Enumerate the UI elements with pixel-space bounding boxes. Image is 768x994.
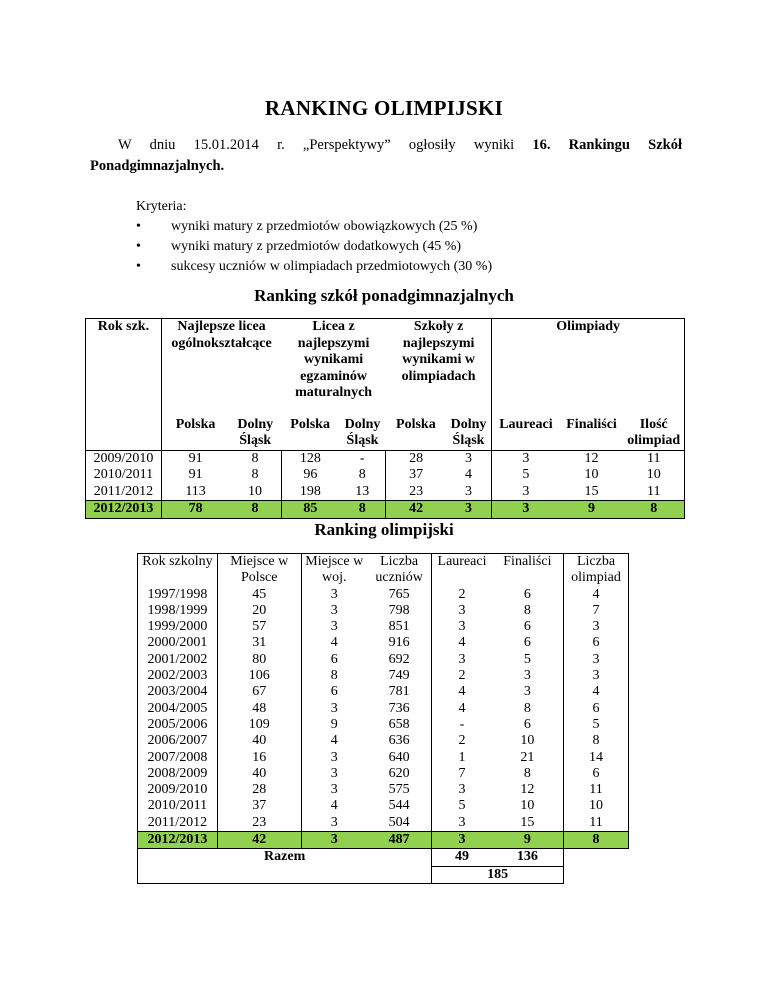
table1-cell: 3 (465, 483, 472, 499)
table2-cell: 57 (217, 619, 301, 635)
table1-cell: 3 (492, 484, 560, 501)
table1-cell: 11 (623, 450, 684, 467)
table2-cell: 2 (432, 733, 492, 749)
table2-cell: 12 (492, 782, 564, 798)
table2-cell: 6 (564, 635, 629, 651)
table2-cell: 14 (564, 750, 629, 766)
table2-cell: 6 (492, 587, 564, 603)
table2-cell: 916 (367, 635, 432, 651)
table2-cell: 106 (217, 668, 301, 684)
table1-cell: 96 (281, 467, 339, 484)
table1-cell: 113 (161, 484, 229, 501)
table2-cell: 31 (217, 635, 301, 651)
table1-cell: 2010/2011 (86, 467, 162, 484)
table2-cell: 1998/1999 (138, 603, 218, 619)
table1-cell: 28 (386, 450, 446, 467)
table1-cell: 3 (492, 450, 560, 467)
table2-cell: 2012/2013 (138, 832, 218, 849)
table1-cell: 78 (161, 501, 229, 519)
table2-row (138, 782, 629, 798)
subheader: Ilość olimpiad (623, 417, 684, 451)
table2-cell: 765 (367, 587, 432, 603)
table2-cell: - (432, 717, 492, 733)
table2-cell: 3 (432, 603, 492, 619)
table2-cell: 798 (367, 603, 432, 619)
table2-cell: 8 (564, 733, 629, 749)
table2-row (138, 798, 629, 814)
table1-cell: 198 (281, 484, 339, 501)
table2-cell: 2008/2009 (138, 766, 218, 782)
t2-header: Liczba uczniów (367, 554, 432, 587)
table2-cell: 692 (367, 652, 432, 668)
table2-cell: 20 (217, 603, 301, 619)
table2-cell: 1997/1998 (138, 587, 218, 603)
table2-row (138, 603, 629, 619)
table2-cell: 21 (492, 750, 564, 766)
table1-cell: 8 (339, 501, 386, 519)
table2-cell: 3 (301, 782, 367, 798)
table2-cell: 10 (564, 798, 629, 814)
table2-cell: 2011/2012 (138, 815, 218, 832)
table2-row (138, 766, 629, 782)
table2-row (138, 635, 629, 651)
table2-cell: 16 (217, 750, 301, 766)
table1-cell: 8 (251, 450, 259, 466)
intro-bold: 16. Rankingu Szkół Ponadgimnazjalnych. (90, 137, 682, 174)
table2-cell: 4 (432, 701, 492, 717)
table2-cell: 67 (217, 684, 301, 700)
table2-cell: 3 (301, 587, 367, 603)
table2-cell: 10 (492, 798, 564, 814)
table2-cell: 2001/2002 (138, 652, 218, 668)
table2-row (138, 587, 629, 603)
table2-row (138, 832, 629, 849)
intro-lead: W dniu 15.01.2014 r. „Perspektywy” ogłosiły wyniki (118, 137, 533, 153)
table2-cell: 3 (301, 815, 367, 832)
table2-cell: 6 (301, 684, 367, 700)
table2-cell: 9 (492, 832, 564, 849)
table2-cell: 2009/2010 (138, 782, 218, 798)
table1-cell: 9 (560, 501, 624, 519)
table2-cell: 736 (367, 701, 432, 717)
table1-cell: 13 (355, 483, 370, 499)
table1-cell: 8 (229, 501, 281, 519)
table2-cell: 3 (432, 782, 492, 798)
table2-cell: 620 (367, 766, 432, 782)
table1-cell: 85 (281, 501, 339, 519)
subheader: Dolny Śląsk (229, 417, 281, 451)
page-title: RANKING OLIMPIJSKI (264, 96, 504, 120)
table2-cell: 3 (564, 652, 629, 668)
grand-total: 185 (432, 866, 564, 883)
table2-cell: 2 (432, 668, 492, 684)
subheader: Finaliści (560, 417, 624, 451)
table2-cell: 6 (564, 701, 629, 717)
table2-cell: 781 (367, 684, 432, 700)
table1-cell: 8 (358, 467, 366, 482)
criteria-label: Kryteria: (136, 199, 187, 214)
table1-cell: 12 (584, 450, 599, 466)
table2-row (138, 717, 629, 733)
table2-cell: 636 (367, 733, 432, 749)
table1-cell: 10 (584, 467, 599, 482)
header-olympiads: Olimpiady (492, 319, 685, 417)
table2-row (138, 701, 629, 717)
table2-cell: 2010/2011 (138, 798, 218, 814)
t2-header: Liczba olimpiad (564, 554, 629, 587)
table2-cell: 575 (367, 782, 432, 798)
criteria-item: • wyniki matury z przedmiotów obowiązkowych (25 %) (136, 217, 492, 237)
table1-cell: 2009/2010 (86, 450, 162, 467)
t2-header: Miejsce w Polsce (217, 554, 301, 587)
table1-row (86, 450, 685, 467)
table2-cell: 1 (432, 750, 492, 766)
table1-row (86, 501, 685, 519)
table2-cell: 6 (301, 652, 367, 668)
table2-cell: 3 (301, 832, 367, 849)
table2-row (138, 733, 629, 749)
table2-cell: 4 (301, 798, 367, 814)
header-year: Rok szk. (86, 319, 162, 417)
table1-cell: 4 (465, 467, 472, 482)
table2-cell: 11 (564, 782, 629, 798)
table2-cell: 2007/2008 (138, 750, 218, 766)
table1-cell: 15 (584, 483, 599, 499)
table1-cell: 10 (623, 467, 684, 484)
table2-cell: 6 (492, 635, 564, 651)
ranking-schools-table (85, 318, 685, 519)
table2-row (138, 668, 629, 684)
table2-cell: 45 (217, 587, 301, 603)
table2-cell: 8 (301, 668, 367, 684)
table1-cell: 11 (623, 484, 684, 501)
table2-cell: 4 (301, 635, 367, 651)
table1-cell: 128 (281, 450, 339, 467)
table2-cell: 3 (432, 619, 492, 635)
criteria-list (136, 217, 492, 277)
table2-cell: 3 (301, 701, 367, 717)
subheader: Polska (161, 417, 229, 451)
table2-cell: 42 (217, 832, 301, 849)
table2-cell: 40 (217, 766, 301, 782)
table1-cell: 23 (386, 484, 446, 501)
table2-row (138, 750, 629, 766)
table2-row (138, 652, 629, 668)
table2-cell: 7 (432, 766, 492, 782)
table2-cell: 851 (367, 619, 432, 635)
table1-cell: 2011/2012 (86, 484, 162, 501)
subheader: Polska (386, 417, 446, 451)
table2-cell: 10 (492, 733, 564, 749)
table2-cell: 37 (217, 798, 301, 814)
table2-cell: 504 (367, 815, 432, 832)
table2-row (138, 684, 629, 700)
table1-heading: Ranking szkół ponadgimnazjalnych (254, 286, 514, 305)
t2-header: Rok szkolny (138, 554, 218, 587)
table2-cell: 5 (564, 717, 629, 733)
table1-cell: 8 (623, 501, 684, 519)
table2-cell: 80 (217, 652, 301, 668)
table2-cell: 2003/2004 (138, 684, 218, 700)
table2-cell: 6 (492, 717, 564, 733)
table2-cell: 11 (564, 815, 629, 832)
table2-cell: 4 (301, 733, 367, 749)
table2-cell: 2004/2005 (138, 701, 218, 717)
total-finalisci: 136 (492, 849, 564, 866)
criteria-item: • wyniki matury z przedmiotów dodatkowych (45 %) (136, 237, 492, 257)
table1-cell: 8 (251, 467, 259, 482)
total-label: Razem (138, 849, 432, 866)
t2-header: Miejsce w woj. (301, 554, 367, 587)
table2-cell: 4 (564, 587, 629, 603)
table2-cell: 3 (492, 684, 564, 700)
table2-row (138, 619, 629, 635)
table2-cell: 2002/2003 (138, 668, 218, 684)
table2-cell: 7 (564, 603, 629, 619)
table2-cell: 8 (492, 603, 564, 619)
table1-cell: 5 (492, 467, 560, 484)
table2-cell: 3 (301, 750, 367, 766)
table2-cell: 2005/2006 (138, 717, 218, 733)
table2-cell: 8 (564, 832, 629, 849)
table2-cell: 4 (564, 684, 629, 700)
criteria-block (136, 197, 492, 277)
table2-row (138, 815, 629, 832)
header-licea: Najlepsze licea ogólnokształcące (161, 319, 281, 417)
total-laureaci: 49 (432, 849, 492, 866)
subheader: Polska (281, 417, 339, 451)
subheader: Dolny Śląsk (339, 417, 386, 451)
table2-cell: 4 (432, 635, 492, 651)
criteria-item: • sukcesy uczniów w olimpiadach przedmiotowych (30 %) (136, 257, 492, 277)
table2-cell: 23 (217, 815, 301, 832)
table1-cell: 2012/2013 (86, 501, 162, 519)
table2-cell: 6 (492, 619, 564, 635)
table2-cell: 48 (217, 701, 301, 717)
t2-header: Finaliści (492, 554, 564, 587)
table1-cell: 42 (386, 501, 446, 519)
table2-cell: 3 (492, 668, 564, 684)
header-olimp-schools: Szkoły z najlepszymi wynikami w olimpiadach (386, 319, 492, 417)
table1-cell: - (359, 450, 365, 466)
table2-cell: 9 (301, 717, 367, 733)
table2-cell: 5 (492, 652, 564, 668)
intro-paragraph (90, 135, 682, 177)
table2-cell: 749 (367, 668, 432, 684)
table1-cell: 3 (446, 501, 492, 519)
table2-cell: 28 (217, 782, 301, 798)
table2-cell: 6 (564, 766, 629, 782)
table2-heading: Ranking olimpijski (314, 520, 454, 539)
table1-cell: 37 (386, 467, 446, 484)
table1-row (86, 467, 685, 484)
table2-cell: 15 (492, 815, 564, 832)
table2-cell: 40 (217, 733, 301, 749)
table1-cell: 3 (492, 501, 560, 519)
table2-cell: 8 (492, 766, 564, 782)
table2-cell: 2006/2007 (138, 733, 218, 749)
header-matura: Licea z najlepszymi wynikami egzaminów maturalnych (281, 319, 386, 417)
table2-cell: 4 (432, 684, 492, 700)
table2-cell: 5 (432, 798, 492, 814)
ranking-olympic-table (137, 553, 629, 884)
subheader: Dolny Śląsk (446, 417, 492, 451)
table2-cell: 109 (217, 717, 301, 733)
t2-header: Laureaci (432, 554, 492, 587)
table2-cell: 2000/2001 (138, 635, 218, 651)
table2-cell: 2 (432, 587, 492, 603)
table1-cell: 91 (161, 450, 229, 467)
table1-cell: 10 (247, 483, 262, 499)
table2-cell: 3 (432, 652, 492, 668)
table2-cell: 658 (367, 717, 432, 733)
table2-cell: 487 (367, 832, 432, 849)
table1-cell: 3 (465, 450, 472, 466)
subheader: Laureaci (492, 417, 560, 451)
table2-cell: 3 (564, 668, 629, 684)
table2-cell: 1999/2000 (138, 619, 218, 635)
table2-cell: 544 (367, 798, 432, 814)
table2-cell: 3 (301, 619, 367, 635)
table2-cell: 8 (492, 701, 564, 717)
table2-cell: 3 (564, 619, 629, 635)
table2-cell: 3 (432, 815, 492, 832)
table2-cell: 3 (301, 766, 367, 782)
table2-cell: 3 (301, 603, 367, 619)
table2-cell: 3 (432, 832, 492, 849)
table1-row (86, 484, 685, 501)
table2-cell: 640 (367, 750, 432, 766)
table1-cell: 91 (161, 467, 229, 484)
